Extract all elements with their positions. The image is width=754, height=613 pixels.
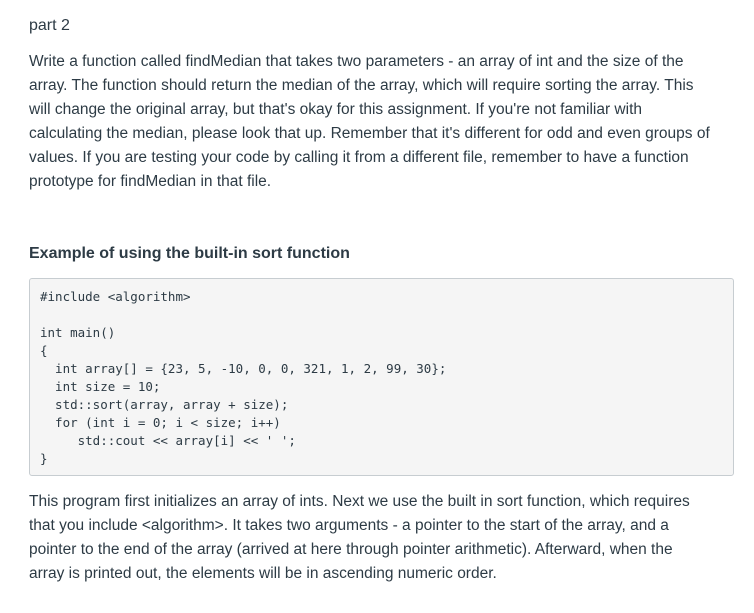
intro-line: calculating the median, please look that up. Remember that it's different for odd and even groups of bbox=[29, 125, 710, 142]
explanation-line: that you include <algorithm>. It takes two arguments - a pointer to the start of the array, and a bbox=[29, 517, 669, 534]
intro-line: array. The function should return the median of the array, which will require sorting the array. This bbox=[29, 77, 694, 94]
intro-paragraph bbox=[29, 50, 735, 194]
code-line: #include <algorithm> bbox=[40, 289, 191, 304]
intro-line: Write a function called findMedian that takes two parameters - an array of int and the size of the bbox=[29, 53, 684, 70]
intro-line: prototype for findMedian in that file. bbox=[29, 173, 272, 190]
explanation-line: This program first initializes an array of ints. Next we use the built in sort function, which requires bbox=[29, 493, 690, 510]
intro-line: will change the original array, but that's okay for this assignment. If you're not familiar with bbox=[29, 101, 642, 118]
part-heading: part 2 bbox=[29, 17, 70, 34]
code-line: { bbox=[40, 343, 48, 358]
code-line: std::cout << array[i] << ' '; bbox=[40, 433, 296, 448]
explanation-line: array is printed out, the elements will be in ascending numeric order. bbox=[29, 565, 497, 582]
code-line: int size = 10; bbox=[40, 379, 161, 394]
code-line: int array[] = {23, 5, -10, 0, 0, 321, 1, 2, 99, 30}; bbox=[40, 361, 447, 376]
code-line: int main() bbox=[40, 325, 116, 340]
code-line: } bbox=[40, 451, 48, 466]
example-heading: Example of using the built-in sort function bbox=[29, 245, 350, 262]
code-block bbox=[29, 278, 734, 476]
intro-line: values. If you are testing your code by calling it from a different file, remember to have a function bbox=[29, 149, 689, 166]
code-line: for (int i = 0; i < size; i++) bbox=[40, 415, 281, 430]
explanation-line: pointer to the end of the array (arrived at here through pointer arithmetic). Afterward, when the bbox=[29, 541, 673, 558]
explanation-paragraph bbox=[29, 490, 735, 586]
code-line: std::sort(array, array + size); bbox=[40, 397, 289, 412]
